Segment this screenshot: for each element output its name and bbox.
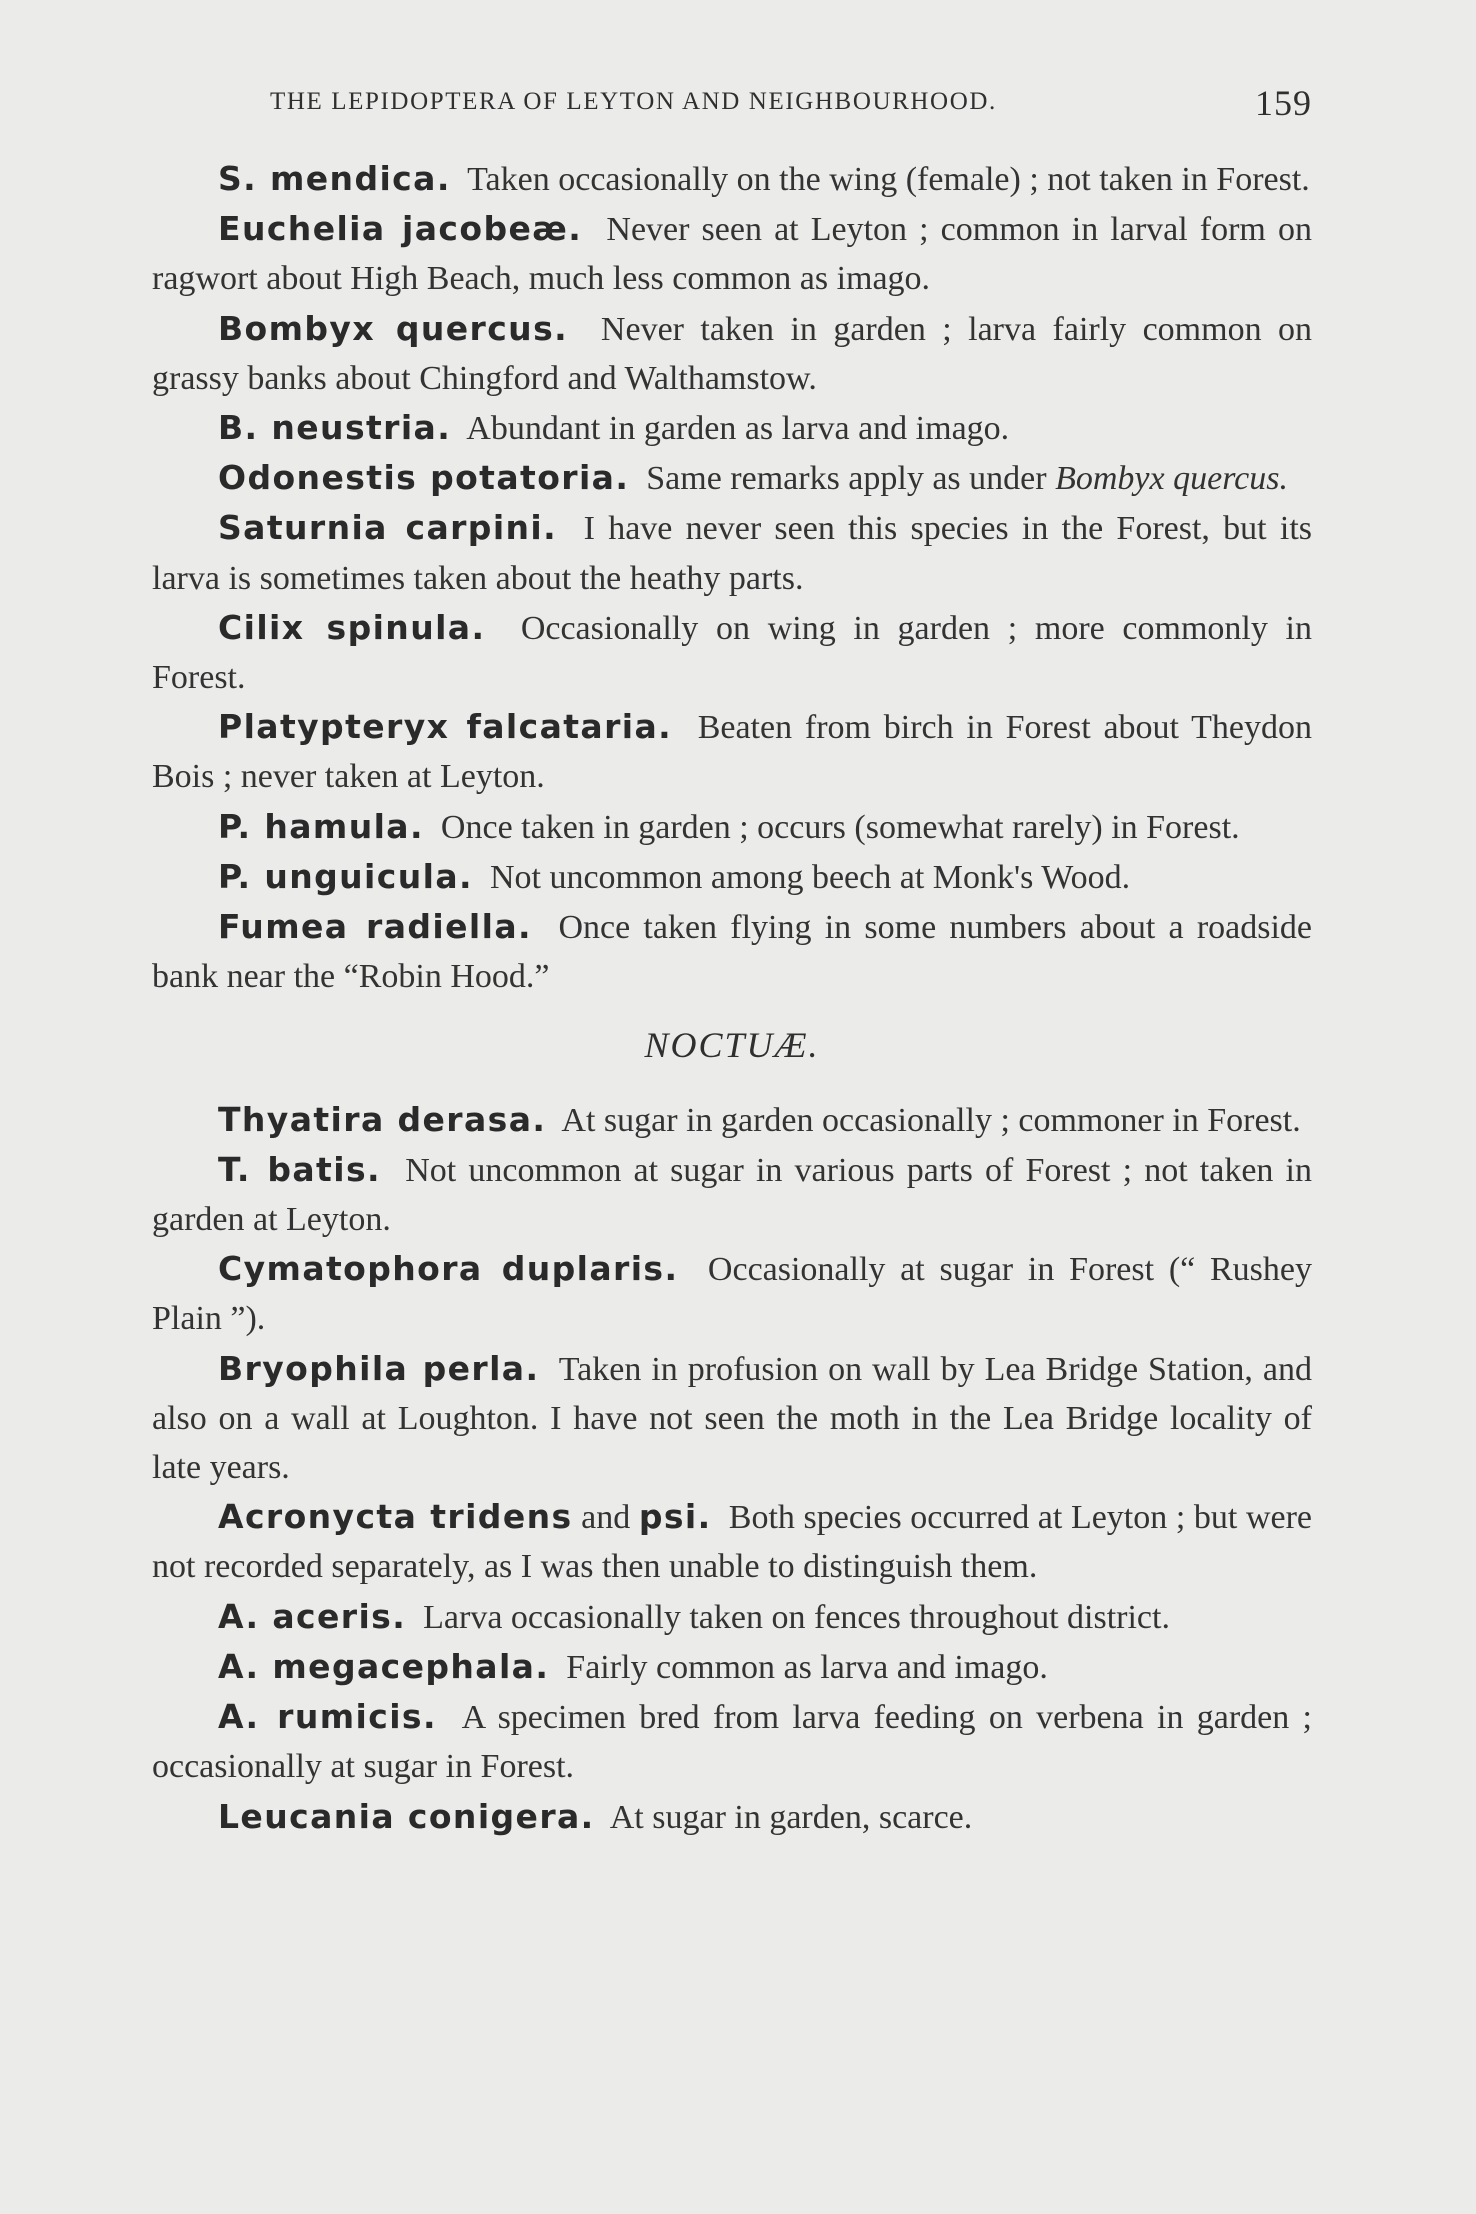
species-note: A specimen bred from larva feeding on verbena in garden ; occasionally at sugar in Forest. — [152, 1699, 1312, 1786]
species-entry — [152, 403, 1312, 453]
species-name: Bryophila perla. — [218, 1348, 540, 1388]
species-entry — [152, 1642, 1312, 1692]
species-name: A. rumicis. — [218, 1697, 437, 1737]
species-entry — [152, 1244, 1312, 1343]
page-header — [152, 82, 1312, 132]
species-name: P. unguicula. — [218, 856, 473, 896]
species-entry — [152, 304, 1312, 403]
species-note: Occasionally at sugar in Forest (“ Rushey Plain ”). — [152, 1251, 1313, 1338]
species-entry — [152, 1692, 1312, 1791]
species-name: Odonestis potatoria. — [218, 458, 630, 498]
species-conjunction: and — [581, 1499, 631, 1537]
section-heading: NOCTUÆ. — [644, 1025, 820, 1066]
species-name: Bombyx quercus. — [218, 308, 569, 348]
species-cross-reference: Bombyx quercus. — [1055, 460, 1288, 498]
species-note: Never taken in garden ; larva fairly common on grassy banks about Chingford and Walthamstow. — [152, 310, 1312, 397]
species-name: Saturnia carpini. — [218, 508, 558, 548]
species-name: Leucania conigera. — [218, 1796, 595, 1836]
species-note: Taken in profusion on wall by Lea Bridge Station, and also on a wall at Loughton. I have not seen the moth in the Lea Bridge locality of late years. — [152, 1350, 1312, 1487]
species-name: A. aceris. — [218, 1596, 407, 1636]
species-name: Thyatira derasa. — [218, 1099, 547, 1139]
species-note: Not uncommon at sugar in various parts of Forest ; not taken in garden at Leyton. — [152, 1151, 1313, 1239]
species-entry — [152, 603, 1312, 702]
species-name: Cymatophora duplaris. — [218, 1249, 679, 1289]
species-entry — [152, 702, 1312, 801]
species-entry — [152, 1145, 1312, 1244]
species-name: Fumea radiella. — [218, 907, 532, 947]
page-body — [152, 154, 1312, 1842]
species-note: Larva occasionally taken on fences throughout district. — [423, 1598, 1170, 1636]
species-name: B. neustria. — [218, 408, 452, 448]
species-name: Acronycta tridens — [218, 1497, 573, 1537]
species-note: Taken occasionally on the wing (female) ; not taken in Forest. — [467, 161, 1310, 198]
species-note: Same remarks apply as under — [646, 460, 1047, 498]
species-note: Once taken flying in some numbers about a roadside bank near the “Robin Hood.” — [152, 909, 1313, 996]
species-name: Platypteryx falcataria. — [218, 707, 673, 747]
species-entry — [152, 802, 1312, 852]
species-note: At sugar in garden occasionally ; commoner in Forest. — [561, 1101, 1301, 1139]
species-name: Euchelia jacobeæ. — [218, 209, 583, 249]
species-note: Once taken in garden ; occurs (somewhat rarely) in Forest. — [440, 808, 1240, 846]
species-entry — [152, 1592, 1312, 1642]
species-entry — [152, 1792, 1312, 1842]
species-note: Abundant in garden as larva and imago. — [466, 410, 1010, 448]
species-note: Never seen at Leyton ; common in larval form on ragwort about High Beach, much less common as imago. — [152, 211, 1312, 298]
species-entry — [152, 503, 1312, 602]
species-note: Beaten from birch in Forest about Theydon Bois ; never taken at Leyton. — [152, 709, 1313, 796]
species-entry — [152, 852, 1312, 902]
species-note: I have never seen this species in the Forest, but its larva is sometimes taken about the heathy parts. — [152, 510, 1313, 597]
species-note: Both species occurred at Leyton ; but were not recorded separately, as I was then unable to distinguish them. — [152, 1499, 1313, 1586]
species-name: P. hamula. — [218, 806, 424, 846]
page-number: 159 — [1255, 83, 1312, 123]
species-name: S. mendica. — [218, 159, 451, 198]
species-note: Not uncommon among beech at Monk's Wood. — [489, 858, 1131, 896]
species-name: A. megacephala. — [218, 1646, 550, 1686]
species-name-second: psi. — [638, 1497, 712, 1537]
species-entry — [152, 1492, 1312, 1591]
species-name: Cilix spinula. — [218, 607, 486, 647]
species-note: Fairly common as larva and imago. — [566, 1648, 1048, 1686]
species-entry — [152, 204, 1312, 303]
species-note: At sugar in garden, scarce. — [609, 1798, 973, 1836]
species-entry — [152, 453, 1312, 503]
running-head: THE LEPIDOPTERA OF LEYTON AND NEIGHBOURHOOD. — [270, 88, 997, 115]
species-name: T. batis. — [218, 1149, 381, 1189]
species-note: Occasionally on wing in garden ; more commonly in Forest. — [152, 609, 1312, 697]
species-entry — [152, 1095, 1312, 1145]
species-entry — [152, 154, 1312, 204]
species-entry — [152, 902, 1312, 1001]
species-entry — [152, 1344, 1312, 1493]
